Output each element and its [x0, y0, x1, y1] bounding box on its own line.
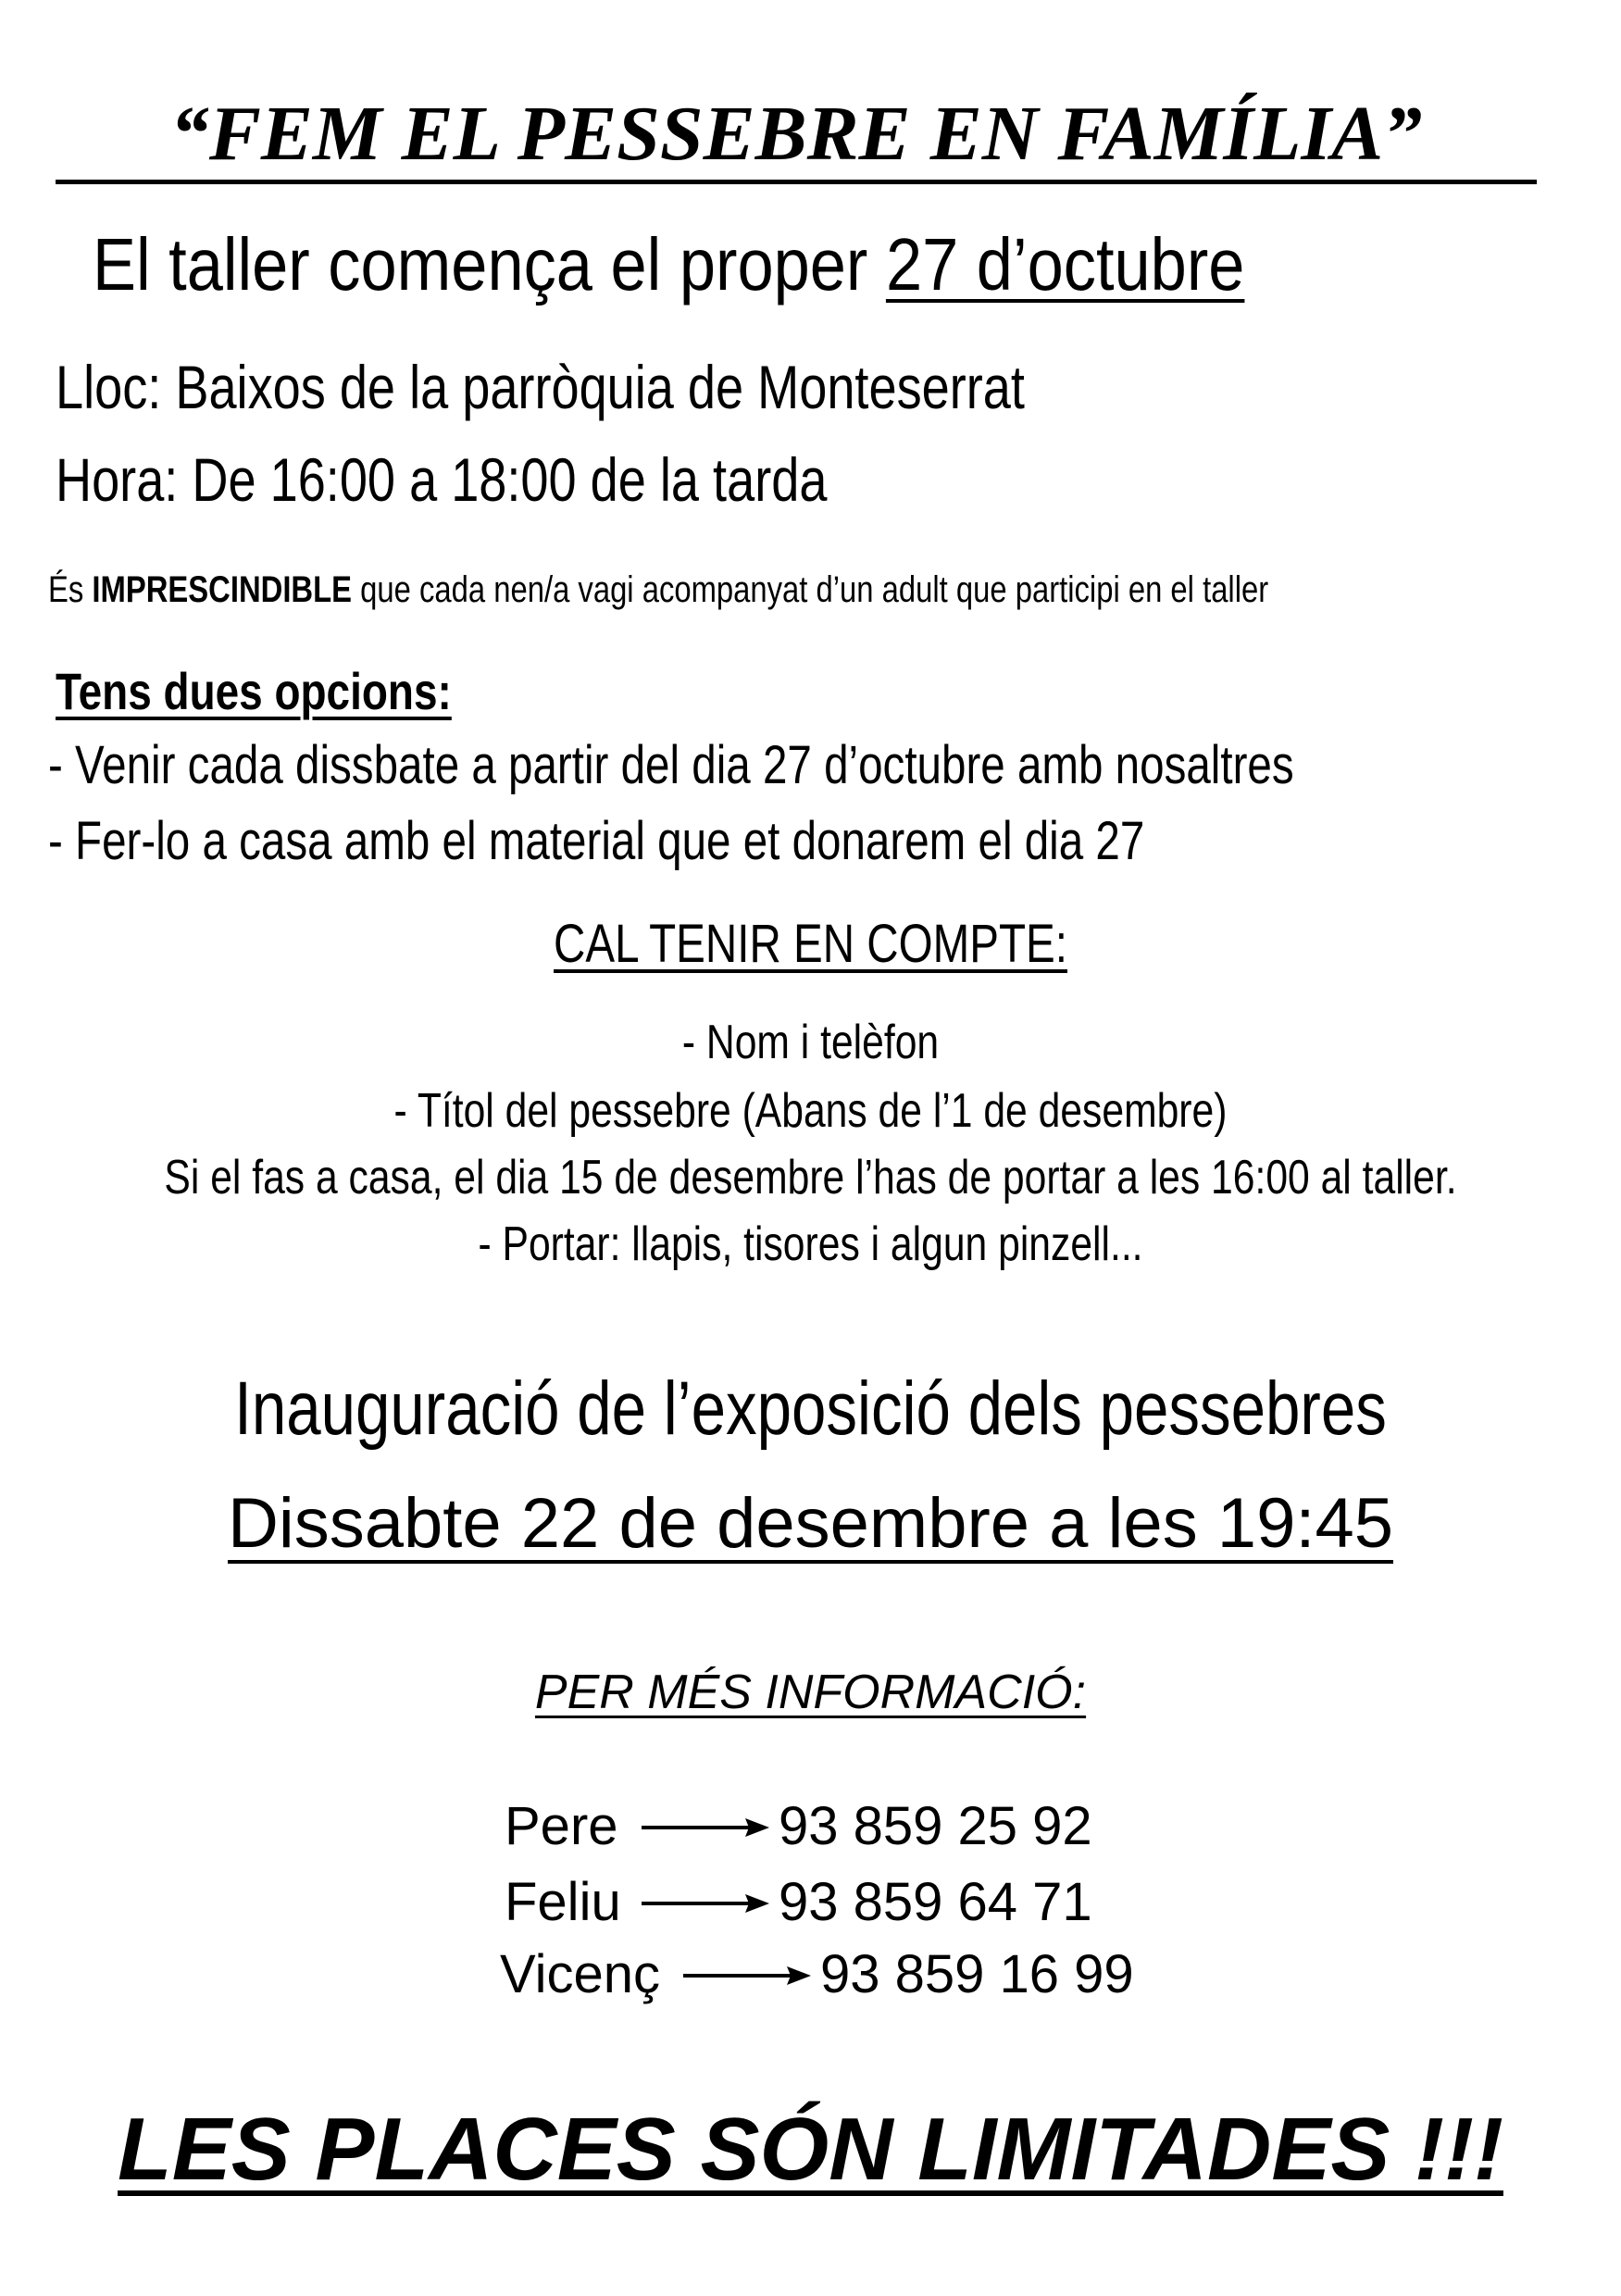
note-emphasis: IMPRESCINDIBLE — [92, 569, 353, 610]
contact-row — [505, 1794, 1153, 1859]
contact-row — [500, 1942, 1203, 2007]
note-after: que cada nen/a vagi acompanyat d’un adult que participi en el taller — [352, 569, 1269, 610]
options-heading: Tens dues opcions: — [56, 662, 452, 720]
mandatory-adult-note — [48, 567, 1268, 613]
workshop-start-prefix: El taller comença el proper — [93, 223, 886, 306]
workshop-start-date: 27 d’octubre — [885, 223, 1245, 306]
contact-name: Pere — [505, 1796, 618, 1856]
inauguration-title: Inauguració de l’exposició dels pessebres — [234, 1366, 1387, 1451]
title-underline — [56, 180, 1537, 184]
info-heading-text: PER MÉS INFORMACIÓ: — [534, 1666, 1087, 1719]
option-item: - Venir cada dissbate a partir del dia 27 d’octubre amb nosaltres — [48, 735, 1294, 795]
option-item: - Fer-lo a casa amb el material que et donarem el dia 27 — [48, 811, 1145, 871]
closing-text: LES PLACES SÓN LIMITADES !!! — [118, 2100, 1503, 2199]
note-before: És — [48, 569, 93, 610]
poster-title: “FEM EL PESSEBRE EN FAMÍLIA” — [169, 91, 1423, 177]
contact-name: Vicenç — [500, 1944, 661, 2004]
consideration-item: - Portar: llapis, tisores i algun pinzell... — [478, 1217, 1143, 1271]
closing-banner — [0, 2094, 1621, 2205]
arrow-right-icon — [642, 1794, 771, 1859]
arrow-right-icon — [683, 1942, 813, 2007]
arrow-right-icon — [642, 1870, 771, 1935]
workshop-start — [93, 218, 1244, 311]
contact-phone: 93 859 64 71 — [779, 1872, 1092, 1932]
consideration-item: Si el fas a casa, el dia 15 de desembre l’has de portar a les 16:00 al taller. — [164, 1151, 1457, 1204]
contact-name: Feliu — [505, 1872, 621, 1932]
time-line: Hora: De 16:00 a 18:00 de la tarda — [56, 445, 828, 514]
consideration-item: - Nom i telèfon — [681, 1016, 940, 1069]
consideration-item: - Títol del pessebre (Abans de l’1 de desembre) — [393, 1084, 1228, 1138]
contact-row — [505, 1870, 1153, 1935]
place-line: Lloc: Baixos de la parròquia de Monteserrat — [56, 353, 1025, 421]
contact-phone: 93 859 25 92 — [779, 1796, 1092, 1856]
inauguration-date-text: Dissabte 22 de desembre a les 19:45 — [227, 1484, 1393, 1563]
contact-phone: 93 859 16 99 — [820, 1944, 1134, 2004]
considerations-heading: CAL TENIR EN COMPTE: — [554, 914, 1067, 974]
info-heading — [0, 1663, 1621, 1722]
inauguration-date — [0, 1479, 1621, 1568]
